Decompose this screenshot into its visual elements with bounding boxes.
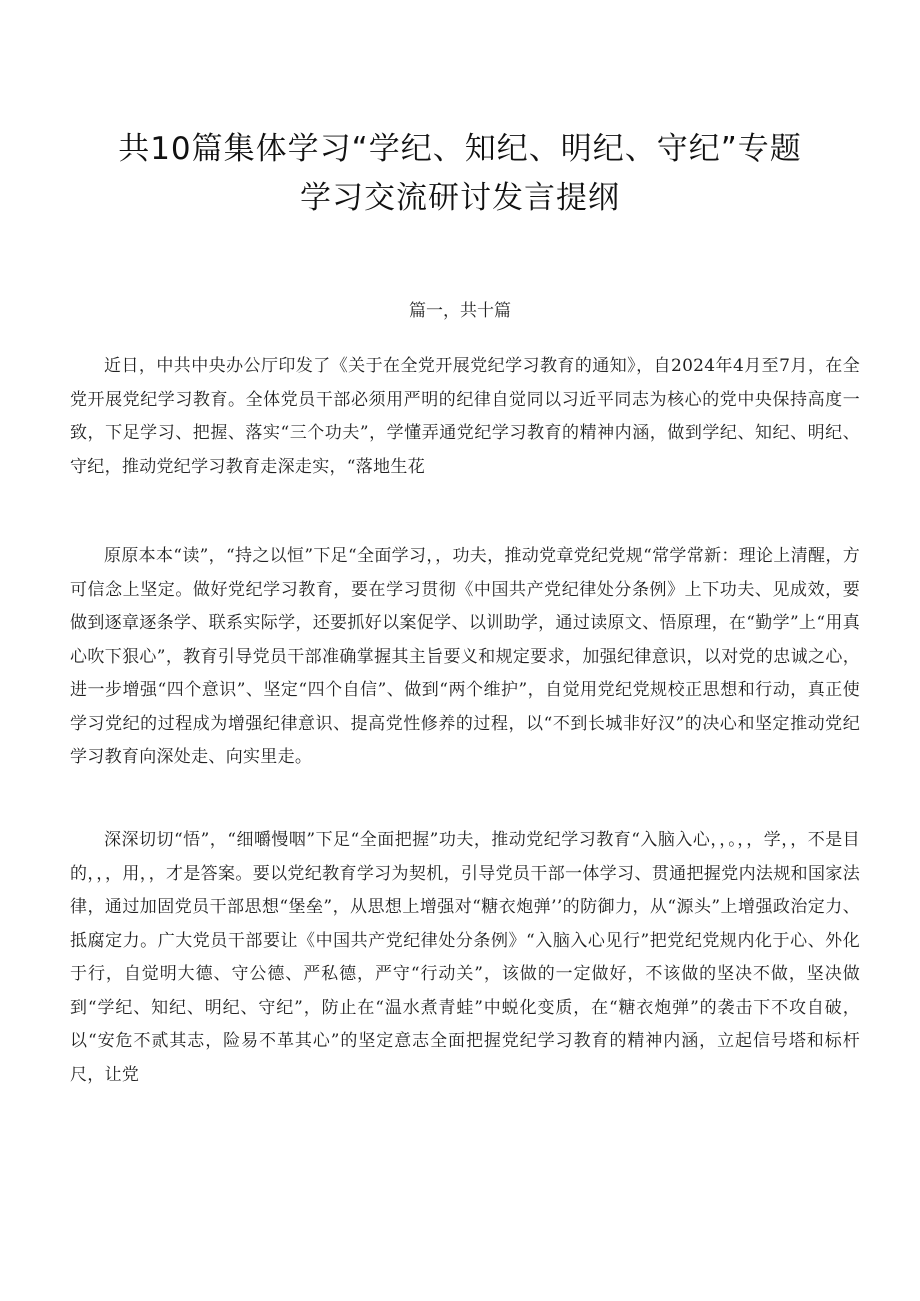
document-title-line-2: 学习交流研讨发言提纲 <box>300 180 620 216</box>
paragraph-1: 近日，中共中央办公厅印发了《关于在全党开展党纪学习教育的通知》，自2024年4月至7月，在全党开展党纪学习教育。全体党员干部必须用严明的纪律自觉同以习近平同志为核心的党中央保持高度一致，下足学习、把握、落实“三个功夫”，学懂弄通党纪学习教育的精神内涵，做到学纪、知纪、明纪、守纪，推动党纪学习教育走深走实，“落地生花 <box>70 356 860 477</box>
section-heading: 篇一，共十篇 <box>409 301 511 321</box>
paragraph-2: 原原本本“读”，“持之以恒”下足“全面学习，，功夫，推动党章党纪党规“常学常新：理论上清醒，方可信念上坚定。做好党纪学习教育，要在学习贯彻《中国共产党纪律处分条例》上下功夫、见成效，要做到逐章逐条学、联系实际学，还要抓好以案促学、以训助学，通过读原文、悟原理，在“勤学”上“用真心吹下狠心”，教育引导党员干部准确掌握其主旨要义和规定要求，加强纪律意识，以对党的忠诚之心，进一步增强“四个意识”、坚定“四个自信”、做到“两个维护”，自觉用党纪党规校正思想和行动，真正使学习党纪的过程成为增强纪律意识、提高党性修养的过程，以“不到长城非好汉”的决心和坚定推动党纪学习教育向深处走、向实里走。 <box>70 546 860 767</box>
paragraph-3: 深深切切“悟”，“细嚼慢咽”下足“全面把握”功夫，推动党纪学习教育“入脑入心，，。，，学，，不是目的，，，用，，才是答案。要以党纪教育学习为契机，引导党员干部一体学习、贯通把握党内法规和国家法律，通过加固党员干部思想“堡垒”，从思想上增强对“糖衣炮弹’’的防御力，从“源头”上增强政治定力、抵腐定力。广大党员干部要让《中国共产党纪律处分条例》“入脑入心见行”把党纪党规内化于心、外化于行，自觉明大德、守公德、严私德，严守“行动关”，该做的一定做好，不该做的坚决不做，坚决做到“学纪、知纪、明纪、守纪”，防止在“温水煮青蛙”中蜕化变质，在“糖衣炮弹”的袭击下不攻自破，以“安危不贰其志，险易不革其心”的坚定意志全面把握党纪学习教育的精神内涵，立起信号塔和标杆尺，让党 <box>70 830 860 1085</box>
document-title-line-1: 共10篇集体学习“学纪、知纪、明纪、守纪”专题 <box>118 131 802 167</box>
